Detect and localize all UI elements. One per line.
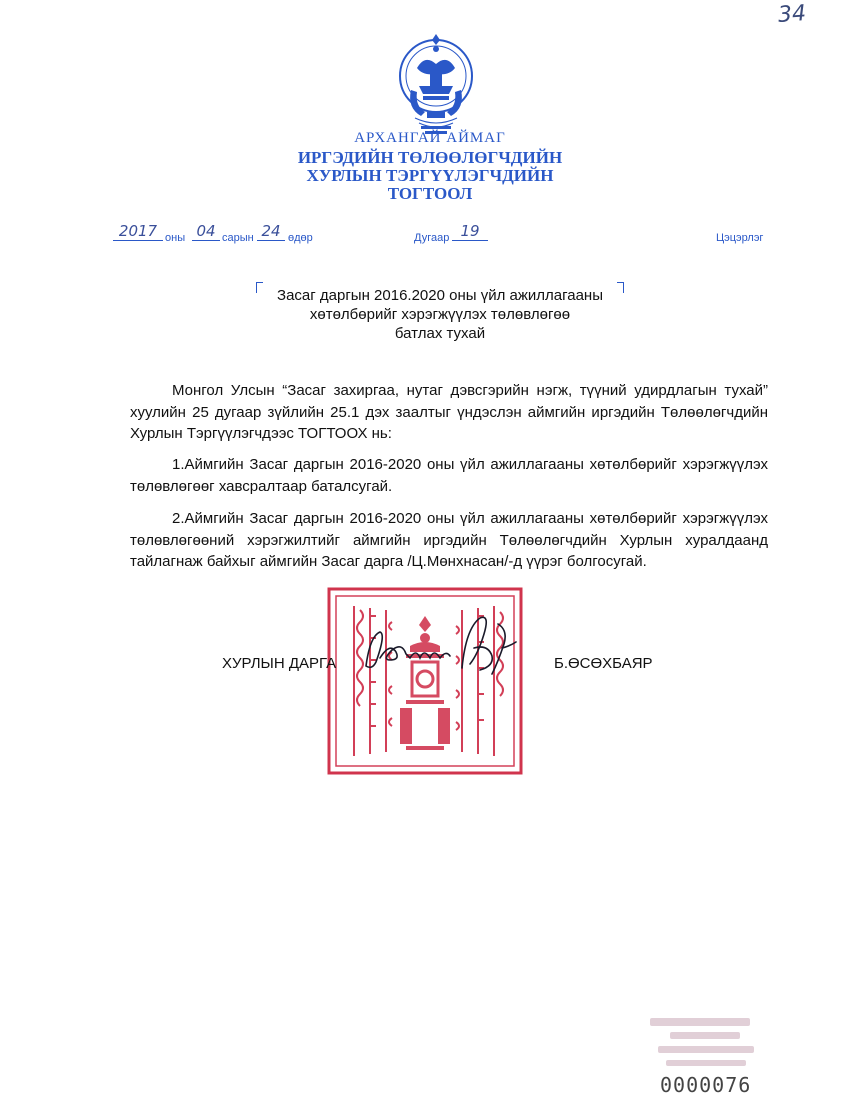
clause-2: 2.Аймгийн Засаг даргын 2016-2020 оны үйл ажиллагааны хөтөлбөрийг хэрэгжүүлэх төлөвлөгөөний хэрэгжилтийг аймгийн иргэдийн Төлөөлөгчдийн Хурлын хуралдаанд тайлагнаж байхыг аймгийн Засаг дарга /Ц.Мөнхнасан/-д үүрэг болгосугай. — [130, 510, 768, 570]
year-label: оны — [165, 232, 186, 244]
date-month: 04 — [192, 222, 220, 241]
day-label: өдөр — [288, 232, 313, 244]
title-line: хөтөлбөрийг хэрэгжүүлэх төлөвлөгөө — [309, 306, 571, 323]
serial-number: 0000076 — [660, 1073, 752, 1097]
faded-stamp-residue — [640, 1010, 770, 1080]
preamble-paragraph: Монгол Улсын “Засаг захиргаа, нутаг дэвсгэрийн нэгж, түүний удирдлагын тухай” хуулийн 25 дугаар зүйлийн 25.1 дэх заалтыг үндэслэн аймгийн иргэдийн Төлөөлөгчдийн Хурлын Тэргүүлэгчдээс ТОГТООХ нь: — [130, 382, 768, 442]
council-name-line1: ИРГЭДИЙН ТӨЛӨӨЛӨГЧДИЙН — [297, 148, 563, 167]
resolution-title — [250, 286, 630, 343]
date-year: 2017 — [113, 222, 163, 241]
handwritten-signature — [352, 612, 532, 682]
title-line: батлах тухай — [394, 325, 486, 342]
date-day: 24 — [257, 222, 285, 241]
number-label: Дугаар — [414, 232, 450, 244]
page-number: 34 — [777, 1, 807, 28]
title-bracket-left — [256, 282, 263, 293]
place-name: Цэцэрлэг — [716, 232, 764, 244]
title-line: Засаг даргын 2016.2020 оны үйл ажиллагааны — [277, 287, 603, 304]
clause-1: 1.Аймгийн Засаг даргын 2016-2020 оны үйл ажиллагааны хөтөлбөрийг хэрэгжүүлэх төлөвлөгөөг хавсралтаар баталсугай. — [130, 456, 768, 495]
signatory-name: Б.ӨСӨХБАЯР — [554, 655, 653, 672]
aimag-name: АРХАНГАЙ АЙМАГ — [354, 130, 506, 146]
document-type: ТОГТООЛ — [387, 184, 473, 203]
state-emblem-icon — [397, 28, 475, 138]
title-bracket-right — [617, 282, 624, 293]
date-row — [0, 222, 850, 248]
month-label: сарын — [222, 232, 254, 244]
signatory-title: ХУРЛЫН ДАРГА — [222, 655, 337, 672]
council-name-line2: ХУРЛЫН ТЭРГҮҮЛЭГЧДИЙН — [306, 166, 554, 185]
resolution-number: 19 — [452, 222, 488, 241]
